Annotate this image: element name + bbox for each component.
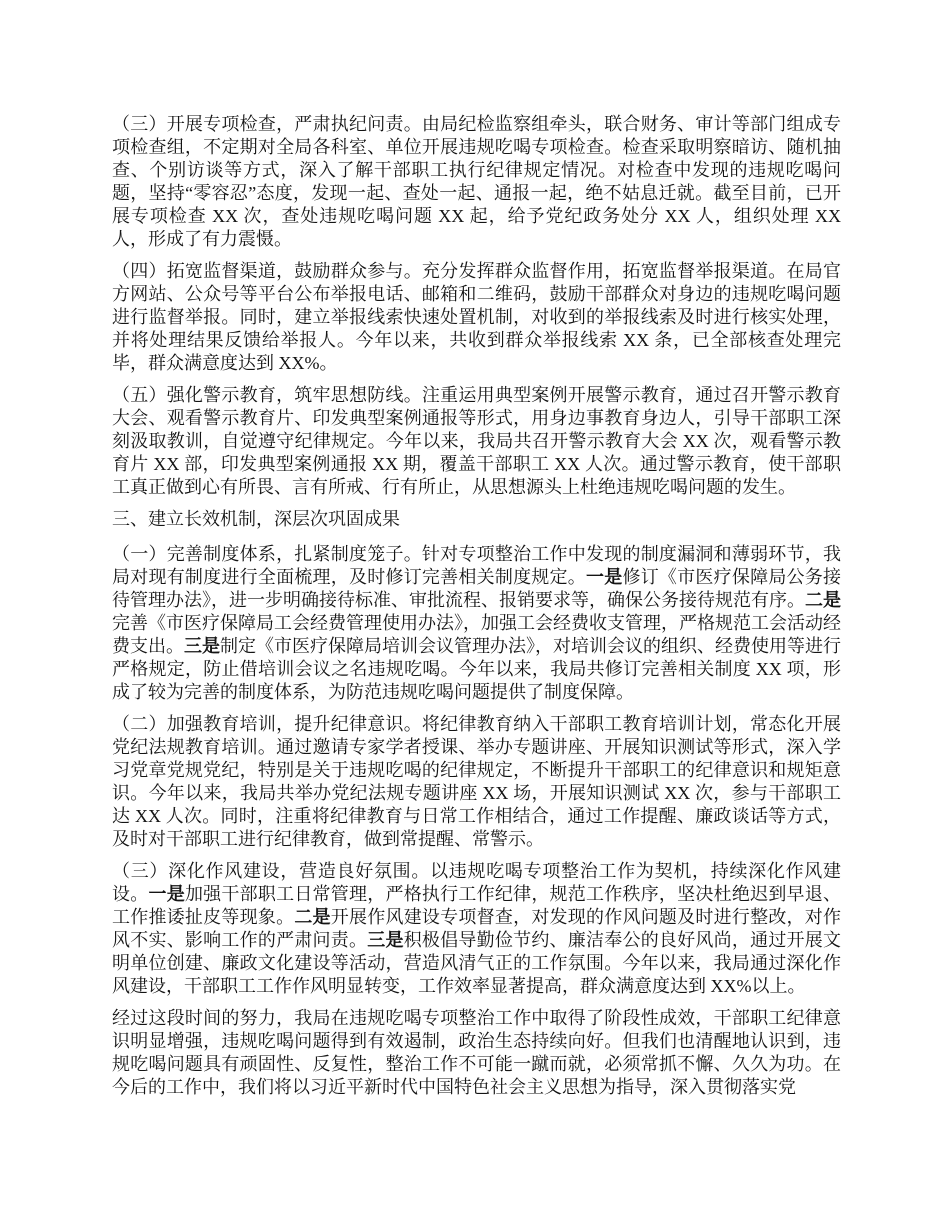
text-run: （三）深化作风建设，营造良好氛围。以违规吃喝专项整治工作为契机，持续深化作风建设。 (112, 861, 841, 904)
text-run: 完善《市医疗保障局工会经费管理使用办法》，加强工会经费收支管理，严格规范工会活动经费支出。 (112, 613, 841, 656)
text-run: （一）完善制度体系，扎紧制度笼子。针对专项整治工作中发现的制度漏洞和薄弱环节，我局对现有制度进行全面梳理，及时修订完善相关制度规定。 (112, 544, 841, 587)
para-special-inspection (112, 113, 841, 251)
text-run: （四）拓宽监督渠道，鼓励群众参与。充分发挥群众监督作用，拓宽监督举报渠道。在局官方网站、公众号等平台公布举报电话、邮箱和二维码，鼓励干部群众对身边的违规吃喝问题进行监督举报。同时，建立举报线索快速处置机制，对收到的举报线索及时进行核实处理，并将处理结果反馈给举报人。今年以来，共收到群众举报线索 XX 条，已全部核查处理完毕，群众满意度达到 XX%。 (112, 261, 841, 373)
text-run: 修订《市医疗保障局公务接待管理办法》，进一步明确接待标准、审批流程、报销要求等，确保公务接待规范有序。 (112, 567, 842, 610)
para-supervision-channels (112, 260, 841, 375)
bold-text-run: 二是 (294, 907, 331, 927)
para-warning-education (112, 384, 841, 499)
bold-text-run: 二是 (805, 590, 841, 610)
text-run: 三、建立长效机制，深层次巩固成果 (112, 509, 400, 529)
bold-text-run: 一是 (586, 567, 623, 587)
text-run: 加强干部职工日常管理，严格执行工作纪律，规范工作秩序，坚决杜绝迟到早退、工作推诿扯皮等现象。 (112, 884, 842, 927)
bold-text-run: 一是 (148, 884, 185, 904)
bold-text-run: 三是 (367, 930, 404, 950)
para-work-style (112, 860, 841, 998)
para-education-training (112, 713, 841, 851)
text-run: （二）加强教育培训，提升纪律意识。将纪律教育纳入干部职工教育培训计划，常态化开展党纪法规教育培训。通过邀请专家学者授课、举办专题讲座、开展知识测试等形式，深入学习党章党规党纪，特别是关于违规吃喝的纪律规定，不断提升干部职工的纪律意识和规矩意识。今年以来，我局共举办党纪法规专题讲座 XX 场，开展知识测试 XX 次，参与干部职工达 XX 人次。同时，注重将纪律教育与日常工作相结合，通过工作提醒、廉政谈话等方式，及时对干部职工进行纪律教育，做到常提醒、常警示。 (112, 714, 841, 849)
text-run: （五）强化警示教育，筑牢思想防线。注重运用典型案例开展警示教育，通过召开警示教育大会、观看警示教育片、印发典型案例通报等形式，用身边事教育身边人，引导干部职工深刻汲取教训，自觉遵守纪律规定。今年以来，我局共召开警示教育大会 XX 次，观看警示教育片 XX 部，印发典型案例通报 XX 期，覆盖干部职工 XX 人次。通过警示教育，使干部职工真正做到心有所畏、言有所戒、行有所止，从思想源头上杜绝违规吃喝问题的发生。 (112, 385, 841, 497)
para-conclusion (112, 1007, 841, 1099)
text-run: （三）开展专项检查，严肃执纪问责。由局纪检监察组牵头，联合财务、审计等部门组成专项检查组，不定期对全局各科室、单位开展违规吃喝专项检查。检查采取明察暗访、随机抽查、个别访谈等方式，深入了解干部职工执行纪律规定情况。对检查中发现的违规吃喝问题，坚持“零容忍”态度，发现一起、查处一起、通报一起，绝不姑息迁就。截至目前，已开展专项检查 XX 次，查处违规吃喝问题 XX 起，给予党纪政务处分 XX 人，组织处理 XX 人，形成了有力震慑。 (112, 114, 841, 249)
text-run: 开展作风建设专项督查，对发现的作风问题及时进行整改，对作风不实、影响工作的严肃问责。 (112, 907, 842, 950)
heading-section-three (112, 508, 841, 531)
para-system-improvement (112, 543, 841, 704)
text-run: 积极倡导勤俭节约、廉洁奉公的良好风尚，通过开展文明单位创建、廉政文化建设等活动，营造风清气正的工作氛围。今年以来，我局通过深化作风建设，干部职工工作作风明显转变，工作效率显著提高，群众满意度达到 XX%以上。 (112, 930, 842, 996)
text-run: 经过这段时间的努力，我局在违规吃喝专项整治工作中取得了阶段性成效，干部职工纪律意识明显增强，违规吃喝问题得到有效遏制，政治生态持续向好。但我们也清醒地认识到，违规吃喝问题具有顽固性、反复性，整治工作不可能一蹴而就，必须常抓不懈、久久为功。在今后的工作中，我们将以习近平新时代中国特色社会主义思想为指导，深入贯彻落实党 (112, 1008, 841, 1097)
bold-text-run: 三是 (184, 636, 220, 656)
document-content (112, 113, 841, 1108)
text-run: 制定《市医疗保障局培训会议管理办法》，对培训会议的组织、经费使用等进行严格规定，防止借培训会议之名违规吃喝。今年以来，我局共修订完善相关制度 XX 项，形成了较为完善的制度体系，为防范违规吃喝问题提供了制度保障。 (112, 636, 841, 702)
